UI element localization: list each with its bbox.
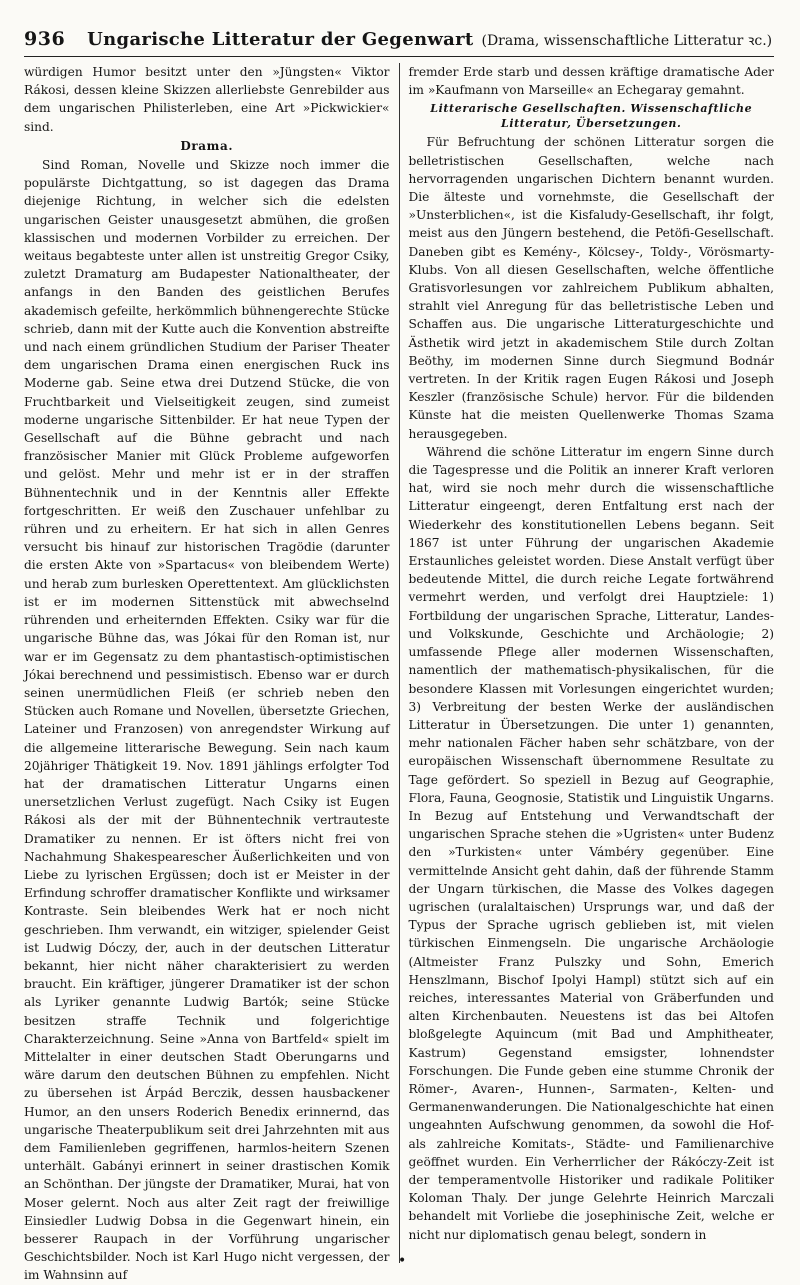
left-column bbox=[24, 63, 390, 1283]
running-title: Ungarische Litteratur der Gegenwart bbox=[87, 29, 474, 50]
right-column bbox=[408, 63, 774, 1263]
drama-paragraph: Sind Roman, Novelle und Skizze noch immer die populärste Dichtgattung, so ist dagegen das Drama diejenige Richtung, in welcher sich die edelsten ungarischen Geister unausgesetzt abmühen, die großen klassischen und modernen Vorbilder zu erreichen. Der weitaus begabteste unter allen ist unstreitig Gregor Csiky, zuletzt Dramaturg am Budapester Nationaltheater, der anfangs in den Banden des geistlichen Berufes akademisch gefeilte, herkömmlich bühnengerechte Stücke schrieb, dann mit der Kutte auch die Konvention abstreifte und nach einem gründlichen Studium der Pariser Theater dem ungarischen Drama einen energischen Ruck ins Moderne gab. Seine etwa drei Dutzend Stücke, die von Fruchtbarkeit und Vielseitigkeit zeugen, sind zumeist moderne ungarische Sittenbilder. Er hat neue Typen der Gesellschaft auf die Bühne gebracht und nach französischer Manier mit Glück Probleme aufgeworfen und gelöst. Mehr und mehr ist er in der straffen Bühnentechnik und in der Kenntnis aller Effekte fortgeschritten. Er weiß den Zuschauer unfehlbar zu rühren und zu erheitern. Er hat sich in allen Genres versucht bis hinauf zur historischen Tragödie (darunter die ersten Akte von »Spartacus« von bleibendem Werte) und herab zum burlesken Operettentext. Am glücklichsten ist er im modernen Sittenstück mit abwechselnd rührenden und erheiternden Effekten. Csiky war für die ungarische Bühne das, was Jókai für den Roman ist, nur war er im Gegensatz zu dem phantastisch-optimistischen Jókai berechnend und pessimistisch. Ebenso war er durch seinen unermüdlichen Fleiß (er schrieb neben den Stücken auch Romane und Novellen, übersetzte Griechen, Lateiner und Franzosen) von anregendster Wirkung auf die allgemeine litterarische Bewegung. Sein nach kaum 20jähriger Thätigkeit 19. Nov. 1891 jählings erfolgter Tod hat der dramatischen Litteratur Ungarns einen unersetzlichen Verlust zugefügt. Nach Csiky ist Eugen Rákosi als der mit der Bühnentechnik vertrauteste Dramatiker zu nennen. Er ist öfters nicht frei von Nachahmung Shakespearescher Äußerlichkeiten und von Liebe zu lyrischen Ergüssen; doch ist er Meister in der Erfindung schroffer dramatischer Konflikte und wirksamer Kontraste. Sein bleibendes Werk hat er noch nicht geschrieben. Ihm verwandt, ein witziger, spielender Geist ist Ludwig Dóczy, der, auch in der deutschen Litteratur bekannt, hier nicht näher charakterisiert zu werden braucht. Ein kräftiger, jüngerer Dramatiker ist der schon als Lyriker genannte Ludwig Bartók; seine Stücke besitzen straffe Technik und folgerichtige Charakterzeichnung. Seine »Anna von Bartfeld« spielt im Mittelalter in einer deutschen Stadt Oberungarns und wäre darum den deutschen Bühnen zu empfehlen. Nicht zu übersehen ist Árpád Berczik, dessen hausbackener Humor, an den unsers Roderich Benedix erinnernd, das ungarische Theaterpublikum seit drei Jahrzehnten mit aus dem Familienleben gegriffenen, harmlos-heitern Szenen unterhält. Gabányi erinnert in seiner drastischen Komik an Schönthan. Der jüngste der Dramatiker, Murai, hat von Moser gelernt. Noch aus alter Zeit ragt der freiwillige Einsiedler Ludwig Dobsa in die Gegenwart hinein, ein besserer Raupach in der Vorführung ungarischer Geschichtsbilder. Noch ist Karl Hugo nicht vergessen, der im Wahnsinn auf bbox=[24, 158, 390, 1283]
text-columns bbox=[24, 63, 774, 1283]
section-title-societies: Litterarische Gesellschaften. Wissenschaftliche Litteratur, Übersetzungen. bbox=[430, 102, 753, 131]
societies-paragraph: Für Befruchtung der schönen Litteratur sorgen die belletristischen Gesellschaften, welche nach hervorragenden ungarischen Dichtern benannt wurden. Die älteste und vornehmste, die Gesellschaft der »Unsterblichen«, ist die Kisfaludy-Gesellschaft, ihr folgt, meist aus den Jüngern bestehend, die Petöfi-Gesellschaft. Daneben gibt es Kemény-, Kölcsey-, Toldy-, Vörösmarty-Klubs. Von all diesen Gesellschaften, welche öffentliche Gratisvorlesungen vor zahlreichem Publikum abhalten, strahlt viel Anregung für das belletristische Leben und Schaffen aus. Die ungarische Litteraturgeschichte und Ästhetik wird jetzt in akademischem Stile durch Zoltan Beöthy, im modernen Sinne durch Siegmund Bodnár vertreten. In der Kritik ragen Eugen Rákosi und Joseph Keszler (französische Schule) hervor. Für die bildenden Künste hat die meisten Quellenwerke Thomas Szama herausgegeben. bbox=[408, 135, 774, 441]
running-subtitle: (Drama, wissenschaftliche Litteratur ꝛc.) bbox=[481, 33, 773, 49]
page-number: 936 bbox=[24, 28, 66, 50]
left-intro-paragraph: würdigen Humor besitzt unter den »Jüngsten« Viktor Rákosi, dessen kleine Skizzen allerliebste Genrebilder aus dem ungarischen Philisterleben, eine Art »Pickwickier« sind. bbox=[24, 65, 390, 134]
section-title-drama: Drama. bbox=[180, 138, 234, 153]
footer-mark: • bbox=[398, 1253, 407, 1269]
column-divider bbox=[399, 63, 400, 1263]
right-intro-paragraph: fremder Erde starb und dessen kräftige dramatische Ader im »Kaufmann von Marseille« an Echegaray gemahnt. bbox=[408, 65, 774, 98]
science-paragraph: Während die schöne Litteratur im engern Sinne durch die Tagespresse und die Politik an innerer Kraft verloren hat, wird sie noch mehr durch die wissenschaftliche Litteratur eingeengt, deren Entfaltung erst nach der Wiederkehr des konstitutionellen Lebens begann. Seit 1867 ist unter Führung der ungarischen Akademie Erstaunliches geleistet worden. Diese Anstalt verfügt über bedeutende Mittel, die durch reiche Legate fortwährend vermehrt werden, und verfolgt drei Hauptziele: 1) Fortbildung der ungarischen Sprache, Litteratur, Landes- und Volkskunde, Geschichte und Archäologie; 2) umfassende Pflege aller modernen Wissenschaften, namentlich der mathematisch-physikalischen, für die besondere Klassen mit Vorlesungen eingerichtet wurden; 3) Verbreitung der besten Werke der ausländischen Litteratur in Übersetzungen. Die unter 1) genannten, mehr nationalen Fächer haben sehr schätzbare, von der europäischen Wissenschaft übernommene Resultate zu Tage gefördert. So speziell in Bezug auf Geographie, Flora, Fauna, Geognosie, Statistik und Linguistik Ungarns. In Bezug auf Entstehung und Verwandtschaft der ungarischen Sprache stehen die »Ugristen« unter Budenz den »Turkisten« unter Vámbéry gegenüber. Eine vermittelnde Ansicht geht dahin, daß der führende Stamm der Ungarn türkischen, die Masse des Volkes dagegen ugrischen (uralaltaischen) Ursprungs war, und daß der Typus der Sprache ugrisch geblieben ist, mit vielen türkischen Einmengseln. Die ungarische Archäologie (Altmeister Franz Pulszky und Sohn, Emerich Henszlmann, Bischof Ipolyi Hampl) stützt sich auf ein reiches, interessantes Material von Gräberfunden und alten Kirchenbauten. Neuestens ist das bei Altofen bloßgelegte Aquincum (mit Bad und Amphitheater, Kastrum) Gegenstand emsigster, lohnendster Forschungen. Die Funde geben eine stumme Chronik der Römer-, Avaren-, Hunnen-, Sarmaten-, Kelten- und Germanenwanderungen. Die Nationalgeschichte hat einen ungeahnten Aufschwung genommen, da sowohl die Hof- als zahlreiche Komitats-, Städte- und Familienarchive geöffnet wurden. Ein Verherrlicher der Rákóczy-Zeit ist der temperamentvolle Historiker und radikale Politiker Koloman Thaly. Der junge Gelehrte Heinrich Marczali behandelt mit Vorliebe die josephinische Zeit, welche er nicht nur diplomatisch genau belegt, sondern in bbox=[408, 444, 774, 1242]
running-header bbox=[24, 28, 774, 57]
